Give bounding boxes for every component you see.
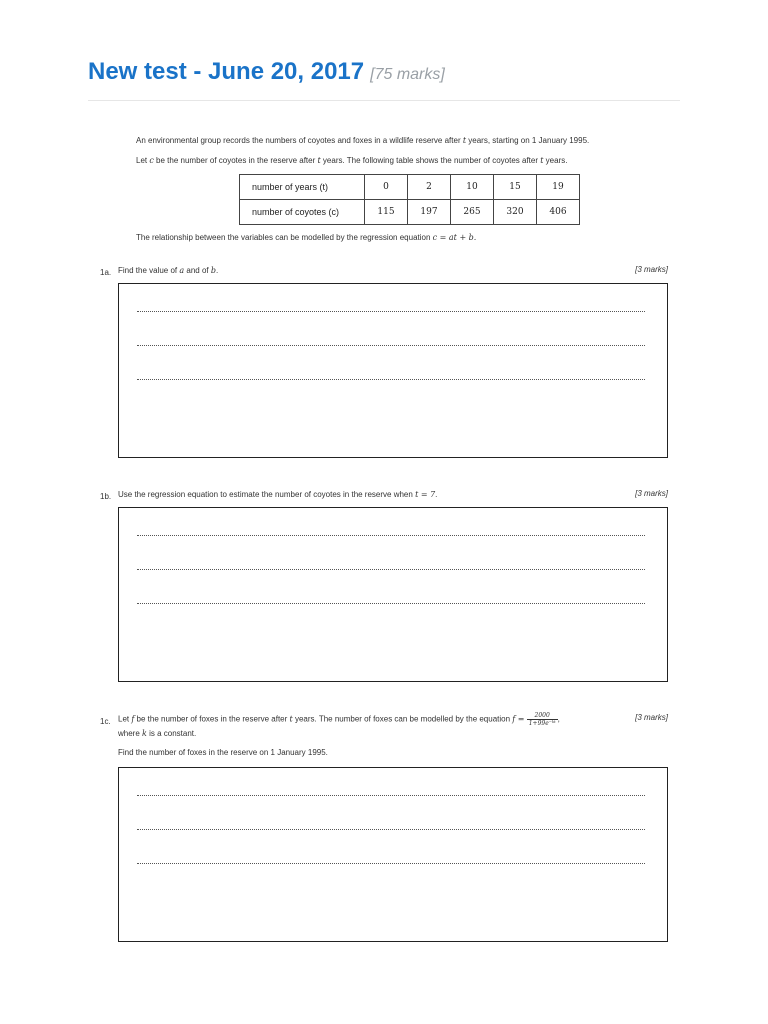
- intro-text: [136, 136, 696, 176]
- question-line: Let f be the number of foxes in the reserve after t years. The number of foxes can be modelled by the equation f = $\frac{2000}{\text{1+99e⁻ᵏᵗ}}$ ,: [118, 712, 560, 727]
- question-marks: [3 marks]: [635, 489, 668, 498]
- table-cell: 10: [451, 175, 494, 200]
- intro-paragraph-1: An environmental group records the numbers of coyotes and foxes in a wildlife reserve after t years, starting on 1 January 1995.: [136, 136, 590, 145]
- answer-line: [137, 795, 645, 796]
- answer-box[interactable]: [118, 767, 668, 942]
- regression-equation: c = at + b.: [432, 233, 477, 242]
- answer-line: [137, 379, 645, 380]
- table-cell: 406: [537, 200, 580, 225]
- answer-line: [137, 345, 645, 346]
- table-row-label: number of coyotes (c): [240, 200, 365, 225]
- total-marks: [75 marks]: [370, 66, 445, 83]
- table-cell: 19: [537, 175, 580, 200]
- answer-box[interactable]: [118, 283, 668, 458]
- question-line: where k is a constant.: [118, 729, 197, 738]
- question-number: 1b.: [100, 492, 112, 501]
- question-text: Use the regression equation to estimate the number of coyotes in the reserve when t = 7.: [118, 490, 438, 499]
- page-title: New test - June 20, 2017: [88, 58, 365, 85]
- table-cell: 15: [494, 175, 537, 200]
- question-line: Find the number of foxes in the reserve on 1 January 1995.: [118, 748, 328, 757]
- question-number: 1a.: [100, 268, 112, 277]
- answer-line: [137, 863, 645, 864]
- question-marks: [3 marks]: [635, 265, 668, 274]
- header-divider: [88, 100, 680, 101]
- answer-line: [137, 569, 645, 570]
- table-cell: 0: [365, 175, 408, 200]
- question-number: 1c.: [100, 717, 111, 726]
- table-row-coyotes: [240, 200, 580, 225]
- table-cell: 197: [408, 200, 451, 225]
- question-text: [118, 712, 608, 759]
- page-header: [88, 58, 445, 86]
- table-cell: 320: [494, 200, 537, 225]
- table-cell: 115: [365, 200, 408, 225]
- coyote-data-table: [239, 174, 580, 225]
- answer-line: [137, 311, 645, 312]
- relationship-text: The relationship between the variables can be modelled by the regression equation c = at + b.: [136, 233, 477, 242]
- answer-line: [137, 535, 645, 536]
- question-marks: [3 marks]: [635, 713, 668, 722]
- question-text: Find the value of a and of b.: [118, 266, 219, 275]
- answer-line: [137, 603, 645, 604]
- answer-box[interactable]: [118, 507, 668, 682]
- intro-paragraph-2: Let c be the number of coyotes in the reserve after t years. The following table shows the number of coyotes after t years.: [136, 156, 568, 165]
- table-cell: 2: [408, 175, 451, 200]
- answer-line: [137, 829, 645, 830]
- table-row-years: [240, 175, 580, 200]
- fox-equation-fraction: $\frac{2000}{\text{1+99e⁻ᵏᵗ}}$: [528, 712, 556, 727]
- table-cell: 265: [451, 200, 494, 225]
- table-row-label: number of years (t): [240, 175, 365, 200]
